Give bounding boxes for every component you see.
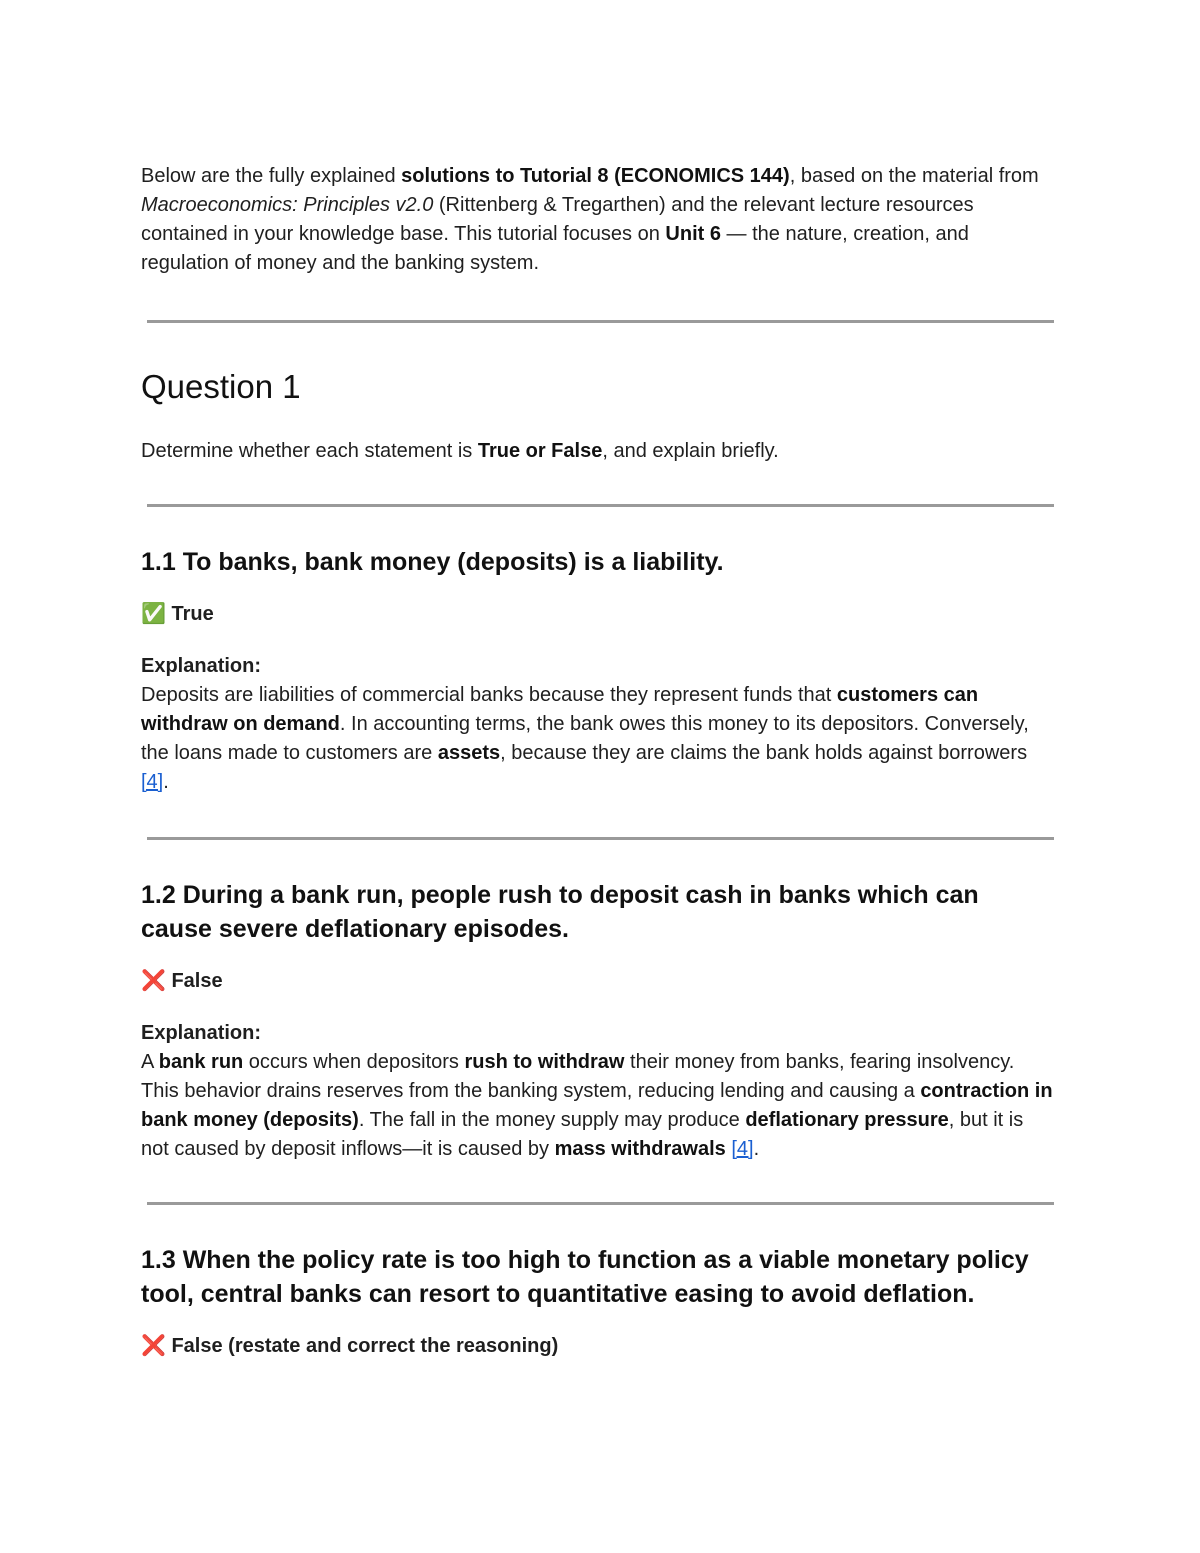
explanation-bold: bank run bbox=[158, 1051, 244, 1073]
verdict-text: False bbox=[171, 970, 223, 992]
document-body bbox=[141, 162, 1056, 1361]
explanation-text: . bbox=[163, 771, 169, 793]
explanation-bold: assets bbox=[437, 742, 501, 764]
explanation-text: . bbox=[753, 1138, 760, 1160]
intro-text: , based on the material from bbox=[789, 165, 1039, 187]
citation-link[interactable]: [4] bbox=[731, 1138, 754, 1160]
intro-text: — the nature, creation, and regulation of money and the banking system. bbox=[141, 223, 969, 274]
explanation-text: occurs when depositors bbox=[243, 1051, 465, 1073]
cross-icon: ❌ bbox=[141, 968, 166, 992]
explanation-text: , but it is not caused by deposit inflows—it is caused by bbox=[141, 1109, 1024, 1160]
divider bbox=[147, 837, 1054, 840]
q1-2-verdict bbox=[141, 966, 1056, 996]
q1-3-heading: 1.3 When the policy rate is too high to function as a viable monetary policy tool, central banks can resort to quantitative easing to avoid deflation. bbox=[141, 1246, 1029, 1308]
explanation-text: , because they are claims the bank holds against borrowers bbox=[500, 742, 1028, 764]
explanation-bold: rush to withdraw bbox=[464, 1051, 625, 1073]
explanation-text: Deposits are liabilities of commercial banks because they represent funds that bbox=[141, 684, 837, 706]
intro-paragraph bbox=[141, 162, 1056, 278]
explanation-text: . The fall in the money supply may produce bbox=[358, 1109, 746, 1131]
explanation-bold: contraction in bank money (deposits) bbox=[141, 1080, 1053, 1131]
prompt-text: Determine whether each statement is bbox=[141, 440, 478, 462]
q1-1-explanation bbox=[141, 681, 1056, 797]
intro-book-title: Macroeconomics: Principles v2.0 bbox=[141, 194, 434, 216]
explanation-bold: mass withdrawals bbox=[554, 1138, 726, 1160]
q1-2-heading: 1.2 During a bank run, people rush to deposit cash in banks which can cause severe deflationary episodes. bbox=[141, 881, 979, 943]
question-1-title: Question 1 bbox=[141, 368, 301, 405]
intro-text: (Rittenberg & Tregarthen) and the relevant lecture resources contained in your knowledge base. This tutorial focuses on bbox=[141, 194, 974, 245]
q1-1-heading: 1.1 To banks, bank money (deposits) is a liability. bbox=[141, 548, 724, 576]
verdict-text: True bbox=[171, 603, 214, 625]
q1-2-explanation-label: Explanation: bbox=[141, 1022, 262, 1044]
q1-2-explanation bbox=[141, 1048, 1056, 1164]
explanation-bold: customers can withdraw on demand bbox=[141, 684, 979, 735]
explanation-text: . In accounting terms, the bank owes this money to its depositors. Conversely, the loans made to customers are bbox=[141, 713, 1029, 764]
cross-icon: ❌ bbox=[141, 1333, 166, 1357]
explanation-bold: deflationary pressure bbox=[745, 1109, 949, 1131]
question-1-prompt bbox=[141, 437, 1056, 466]
explanation-text: their money from banks, fearing insolvency. This behavior drains reserves from the banking system, reducing lending and causing a bbox=[141, 1051, 1015, 1102]
divider bbox=[147, 320, 1054, 323]
intro-bold: Unit 6 bbox=[665, 223, 721, 245]
q1-1-explanation-label: Explanation: bbox=[141, 655, 262, 677]
intro-bold: solutions to Tutorial 8 (ECONOMICS 144) bbox=[401, 165, 790, 187]
divider bbox=[147, 504, 1054, 507]
prompt-bold: True or False bbox=[477, 440, 603, 462]
verdict-text: False (restate and correct the reasoning) bbox=[171, 1335, 559, 1357]
explanation-text: A bbox=[141, 1051, 159, 1073]
check-icon: ✅ bbox=[141, 601, 166, 625]
q1-1-verdict bbox=[141, 599, 1056, 629]
divider bbox=[147, 1202, 1054, 1205]
citation-link[interactable]: [4] bbox=[141, 771, 164, 793]
prompt-text: , and explain briefly. bbox=[602, 440, 779, 462]
q1-3-verdict bbox=[141, 1331, 1056, 1361]
intro-text: Below are the fully explained bbox=[141, 165, 402, 187]
